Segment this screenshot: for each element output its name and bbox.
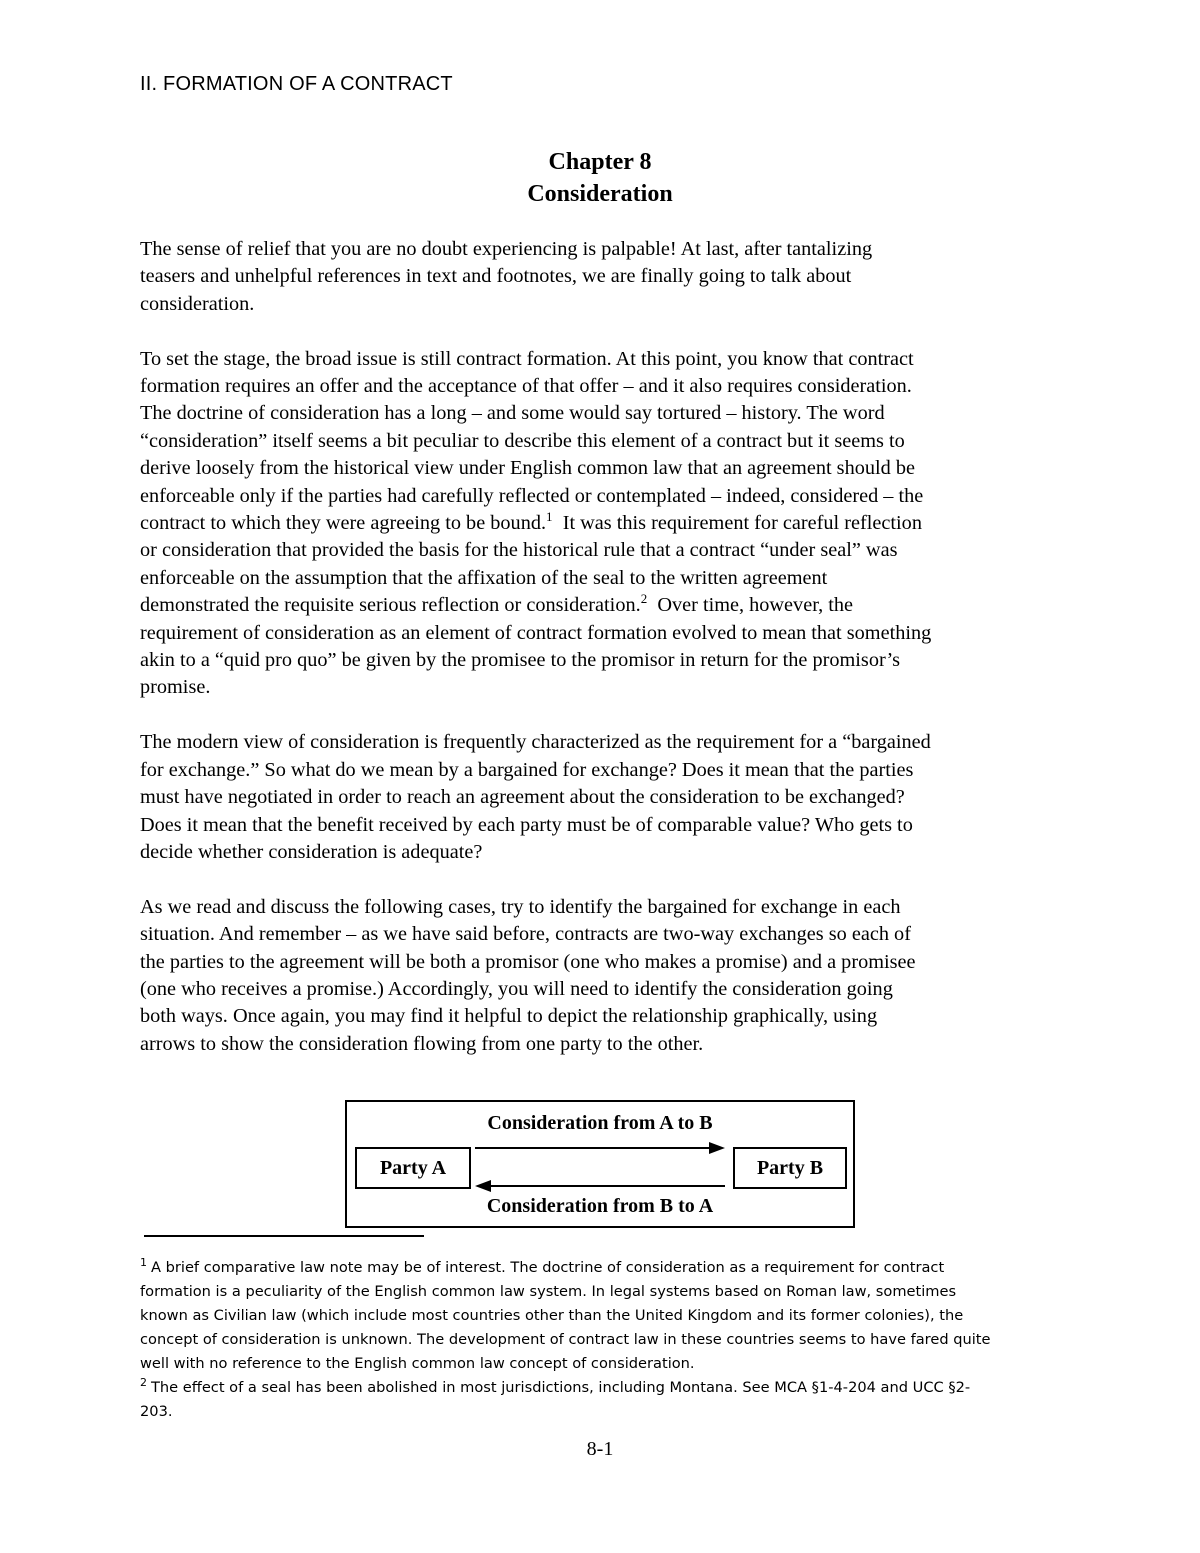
party-b-label: Party B [756,1156,824,1179]
consideration-arrows [475,1138,725,1198]
party-a-box [355,1147,471,1189]
footnote-ref-2[interactable]: 2 [640,591,648,607]
text-line: “consideration” itself seems a bit peculiar to describe this element of a contract but it seems to [140,429,905,452]
footnote-line [140,1376,1070,1400]
text-line: The modern view of consideration is frequently characterized as the requirement for a “bargained [140,731,931,754]
arrow-head-left-icon [475,1180,491,1192]
body-text [140,236,1075,1086]
text-line: the parties to the agreement will be both a promisor (one who makes a promise) and a promisee [140,950,916,973]
paragraph-4 [140,894,1075,1058]
text-line: situation. And remember – as we have said before, contracts are two-way exchanges so each of [140,923,911,946]
text-line: akin to a “quid pro quo” be given by the promisee to the promisor in return for the promisor’s [140,649,901,672]
paragraph-2 [140,346,1075,702]
arrow-head-right-icon [709,1142,725,1154]
footnote-number: 1 [140,1256,147,1270]
paragraph-3 [140,729,1075,866]
footnote-line: well with no reference to the English common law concept of consideration. [140,1355,695,1372]
footnote-line [140,1256,1070,1280]
footnote-1 [140,1256,1070,1376]
footnote-line: concept of consideration is unknown. The development of contract law in these countries seems to have fared quite [140,1331,991,1348]
diagram-label-a-to-b: Consideration from A to B [487,1112,713,1134]
text-line: arrows to show the consideration flowing from one party to the other. [140,1032,704,1055]
chapter-title: Consideration [527,181,673,207]
footnote-text: A brief comparative law note may be of interest. The doctrine of consideration as a requirement for contract [151,1259,945,1276]
footnotes [140,1256,1070,1424]
footnote-text: The effect of a seal has been abolished in most jurisdictions, including Montana. See MCA §1-4-204 and UCC §2- [151,1379,971,1396]
footnote-divider [144,1235,424,1237]
text-segment: It was this requirement for careful reflection [552,512,922,535]
text-line: The sense of relief that you are no doubt experiencing is palpable! At last, after tantalizing [140,238,873,260]
text-segment: Over time, however, the [647,594,854,617]
text-line [140,510,1075,537]
text-line: To set the stage, the broad issue is still contract formation. At this point, you know that contract [140,347,914,370]
footnote-number: 2 [140,1376,147,1390]
text-segment: contract to which they were agreeing to be bound. [140,512,547,535]
text-line: decide whether consideration is adequate? [140,840,483,863]
text-line: (one who receives a promise.) Accordingly, you will need to identify the consideration going [140,977,893,1000]
text-segment: demonstrated the requisite serious reflection or consideration. [140,594,641,617]
footnote-line: 203. [140,1403,173,1420]
text-line: both ways. Once again, you may find it helpful to depict the relationship graphically, using [140,1005,878,1028]
chapter-heading [0,146,1200,210]
footnote-ref-1[interactable]: 1 [546,509,553,525]
footnote-line: known as Civilian law (which include most countries other than the United Kingdom and its former colonies), the [140,1307,964,1324]
section-header: II. FORMATION OF A CONTRACT [140,73,453,95]
chapter-number: Chapter 8 [548,149,652,175]
text-line: consideration. [140,292,255,315]
text-line: promise. [140,676,211,699]
text-line: The doctrine of consideration has a long – and some would say tortured – history. The word [140,402,885,425]
party-a-label: Party A [379,1156,447,1179]
text-line: for exchange.” So what do we mean by a bargained for exchange? Does it mean that the parties [140,758,914,781]
text-line: enforceable only if the parties had carefully reflected or contemplated – indeed, considered – the [140,484,924,507]
text-line: formation requires an offer and the acceptance of that offer – and it also requires consideration. [140,375,912,398]
consideration-diagram [345,1100,855,1228]
text-line: or consideration that provided the basis for the historical rule that a contract “under seal” was [140,539,898,562]
text-line: enforceable on the assumption that the affixation of the seal to the written agreement [140,566,828,589]
text-line: derive loosely from the historical view under English common law that an agreement should be [140,457,915,480]
text-line: requirement of consideration as an element of contract formation evolved to mean that something [140,621,932,644]
footnote-line: formation is a peculiarity of the English common law system. In legal systems based on Roman law, sometimes [140,1283,957,1300]
text-line: As we read and discuss the following cases, try to identify the bargained for exchange in each [140,895,901,918]
footnote-2 [140,1376,1070,1424]
text-line [140,592,1075,619]
text-line: must have negotiated in order to reach an agreement about the consideration to be exchanged? [140,786,905,809]
paragraph-1 [140,236,1075,318]
party-b-box [733,1147,847,1189]
text-line: Does it mean that the benefit received by each party must be of comparable value? Who gets to [140,813,913,836]
page-number: 8-1 [586,1438,614,1460]
text-line: teasers and unhelpful references in text and footnotes, we are finally going to talk about [140,265,852,288]
diagram-label-b-to-a: Consideration from B to A [486,1195,714,1217]
